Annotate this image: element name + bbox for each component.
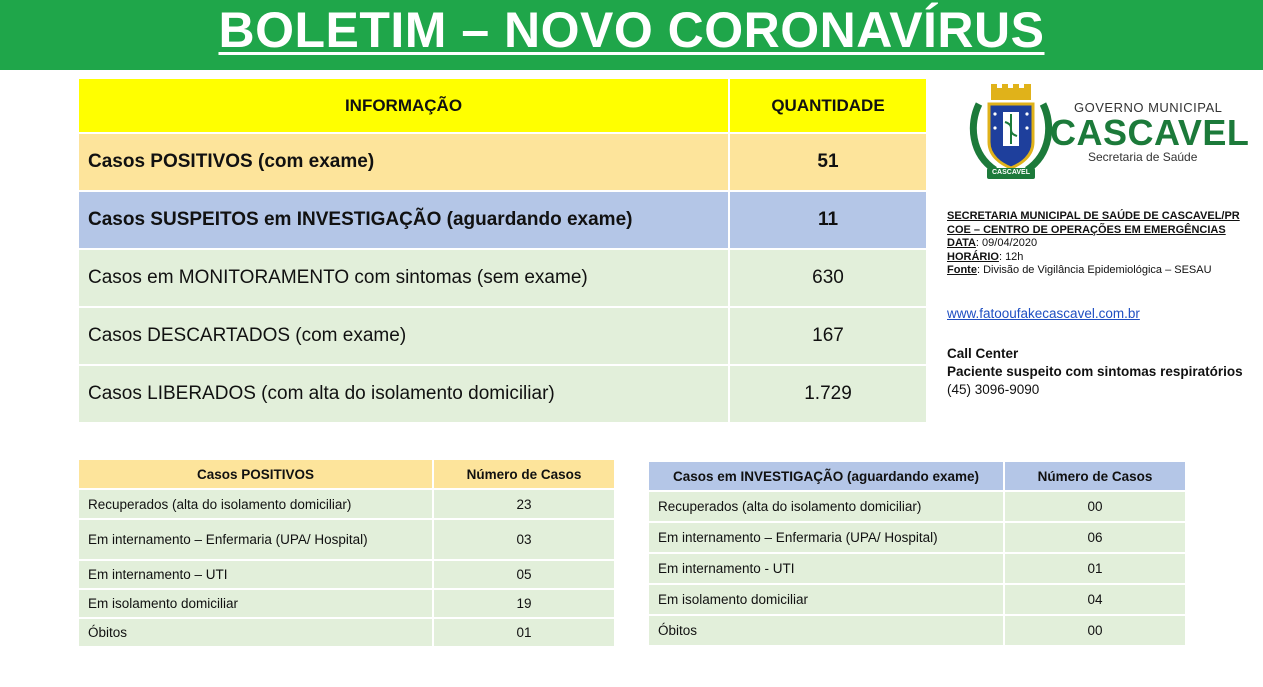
info-secretaria: SECRETARIA MUNICIPAL DE SAÚDE DE CASCAVEL/PR [947,210,1240,222]
table-row [649,554,1185,583]
table-row [79,250,926,306]
table-row [79,619,614,646]
row-label: Recuperados (alta do isolamento domiciliar) [649,492,1005,521]
row-value: 03 [434,520,614,559]
row-value: 23 [434,490,614,518]
row-value: 11 [730,192,926,248]
bulletin-info [947,210,1240,278]
hour-value: : 12h [998,250,1024,263]
row-value: 19 [434,590,614,617]
column-header-category: Casos em INVESTIGAÇÃO (aguardando exame) [649,462,1005,490]
hour-label: HORÁRIO [947,250,999,263]
row-value: 167 [730,308,926,364]
call-center-subtitle: Paciente suspeito com sintomas respiratórios [947,364,1243,379]
table-header-row [649,462,1185,490]
investigacao-breakdown-table [649,460,1185,647]
info-coe: COE – CENTRO DE OPERAÇÕES EM EMERGÊNCIAS [947,223,1226,236]
row-value: 1.729 [730,366,926,422]
info-date [947,237,1240,251]
row-value: 630 [730,250,926,306]
table-row [649,585,1185,614]
table-row [79,590,614,617]
table-row [649,616,1185,645]
table-header-row [79,460,614,488]
column-header-count: Número de Casos [434,460,614,488]
row-label: Óbitos [649,616,1005,645]
info-source [947,264,1240,278]
row-value: 00 [1005,616,1185,645]
row-label: Recuperados (alta do isolamento domiciliar) [79,490,434,518]
row-label: Casos SUSPEITOS em INVESTIGAÇÃO (aguardando exame) [79,192,730,248]
row-value: 51 [730,134,926,190]
source-label: Fonte [947,264,977,276]
row-value: 05 [434,561,614,588]
column-header-category: Casos POSITIVOS [79,460,434,488]
row-value: 01 [1005,554,1185,583]
table-row [79,366,926,422]
table-row [79,192,926,248]
row-value: 04 [1005,585,1185,614]
website-link[interactable]: www.fatooufakecascavel.com.br [947,306,1140,321]
page-title: BOLETIM – NOVO CORONAVÍRUS [218,2,1045,58]
info-hour [947,251,1240,265]
table-header-row [79,79,926,132]
row-label: Casos POSITIVOS (com exame) [79,134,730,190]
row-label: Em internamento - UTI [649,554,1005,583]
row-label: Em isolamento domiciliar [79,590,434,617]
row-label: Em internamento – Enfermaria (UPA/ Hospital) [79,520,434,559]
positivos-breakdown-table [79,458,614,648]
column-header-count: Número de Casos [1005,462,1185,490]
table-row [649,523,1185,552]
date-label: DATA [947,237,976,249]
row-value: 06 [1005,523,1185,552]
row-label: Em internamento – Enfermaria (UPA/ Hospital) [649,523,1005,552]
table-row [649,492,1185,521]
row-label: Óbitos [79,619,434,646]
date-value: : 09/04/2020 [975,237,1038,249]
logo-secretaria-label: Secretaria de Saúde [1088,150,1198,164]
logo-city-name: CASCAVEL [1050,112,1250,153]
table-row [79,490,614,518]
row-value: 00 [1005,492,1185,521]
call-center-title: Call Center [947,346,1019,361]
column-header-info: INFORMAÇÃO [79,79,730,132]
row-label: Casos DESCARTADOS (com exame) [79,308,730,364]
logo-government-label: GOVERNO MUNICIPAL [1074,100,1223,115]
row-label: Casos LIBERADOS (com alta do isolamento domiciliar) [79,366,730,422]
table-row [79,561,614,588]
table-row [79,134,926,190]
emblem-ribbon-text: CASCAVEL [992,169,1030,176]
row-value: 01 [434,619,614,646]
call-center-phone: (45) 3096-9090 [947,382,1040,397]
call-center-info [947,345,1243,399]
row-label: Em internamento – UTI [79,561,434,588]
table-row [79,308,926,364]
column-header-quantity: QUANTIDADE [730,79,926,132]
row-label: Em isolamento domiciliar [649,585,1005,614]
source-value: : Divisão de Vigilância Epidemiológica – SESAU [976,264,1212,276]
main-summary-table [79,77,926,424]
row-label: Casos em MONITORAMENTO com sintomas (sem exame) [79,250,730,306]
table-row [79,520,614,559]
